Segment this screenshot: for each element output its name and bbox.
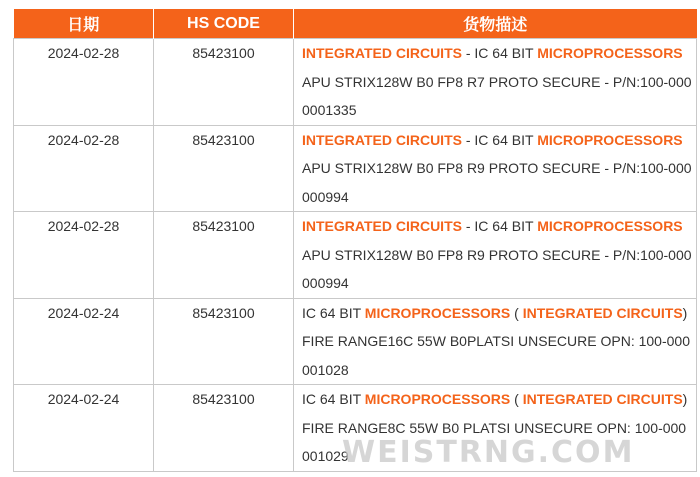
keyword-highlight: MICROPROCESSORS (537, 131, 683, 148)
cell-description (294, 298, 697, 385)
cell-description (294, 212, 697, 299)
watermark: WEISTRNG.COM (342, 435, 635, 470)
description-text: APU STRIX128W B0 FP8 R9 PROTO SECURE - P/N:100-000000994 (302, 246, 692, 292)
cell-hs-code: 85423100 (154, 39, 294, 126)
keyword-highlight: INTEGRATED CIRCUITS (522, 304, 683, 321)
cell-date: 2024-02-24 (14, 385, 154, 472)
description-text: IC 64 BIT (302, 304, 365, 321)
customs-records-table (13, 9, 697, 472)
description-text: APU STRIX128W B0 FP8 R7 PROTO SECURE - P/N:100-0000001335 (302, 73, 692, 118)
cell-date: 2024-02-28 (14, 212, 154, 299)
table-body (14, 39, 697, 472)
header-date: 日期 (14, 9, 154, 39)
cell-hs-code: 85423100 (154, 212, 294, 299)
table-header (14, 9, 697, 39)
table-row (14, 39, 697, 126)
cell-hs-code: 85423100 (154, 298, 294, 385)
cell-description (294, 39, 697, 126)
table-row (14, 212, 697, 299)
table-row (14, 125, 697, 212)
header-row (14, 9, 697, 39)
description-text: ) FIRE RANGE16C 55W B0PLATSI UNSECURE OPN: 100-000001028 (302, 304, 690, 378)
keyword-highlight: INTEGRATED CIRCUITS (302, 45, 462, 61)
description-text: IC 64 BIT (302, 391, 365, 408)
description-text: - IC 64 BIT (461, 218, 538, 235)
keyword-highlight: INTEGRATED CIRCUITS (302, 218, 462, 235)
description-text: - IC 64 BIT (461, 45, 538, 61)
keyword-highlight: MICROPROCESSORS (537, 218, 683, 235)
keyword-highlight: MICROPROCESSORS (537, 45, 683, 61)
keyword-highlight: MICROPROCESSORS (364, 304, 511, 321)
cell-date: 2024-02-24 (14, 298, 154, 385)
cell-description (294, 385, 697, 472)
cell-hs-code: 85423100 (154, 125, 294, 212)
cell-description (294, 125, 697, 212)
header-description: 货物描述 (294, 9, 697, 39)
keyword-highlight: INTEGRATED CIRCUITS (302, 131, 462, 148)
header-hs-code: HS CODE (154, 9, 294, 39)
table-row (14, 385, 697, 472)
description-text: ) FIRE RANGE8C 55W B0 PLATSI UNSECURE OPN: 100-000001029 (302, 391, 688, 465)
keyword-highlight: INTEGRATED CIRCUITS (522, 391, 683, 408)
cell-hs-code: 85423100 (154, 385, 294, 472)
description-text: ( (510, 391, 523, 408)
description-text: APU STRIX128W B0 FP8 R9 PROTO SECURE - P/N:100-000000994 (302, 160, 692, 205)
cell-date: 2024-02-28 (14, 125, 154, 212)
description-text: ( (510, 304, 523, 321)
table-row (14, 298, 697, 385)
keyword-highlight: MICROPROCESSORS (364, 391, 511, 408)
description-text: - IC 64 BIT (461, 131, 538, 148)
cell-date: 2024-02-28 (14, 39, 154, 126)
